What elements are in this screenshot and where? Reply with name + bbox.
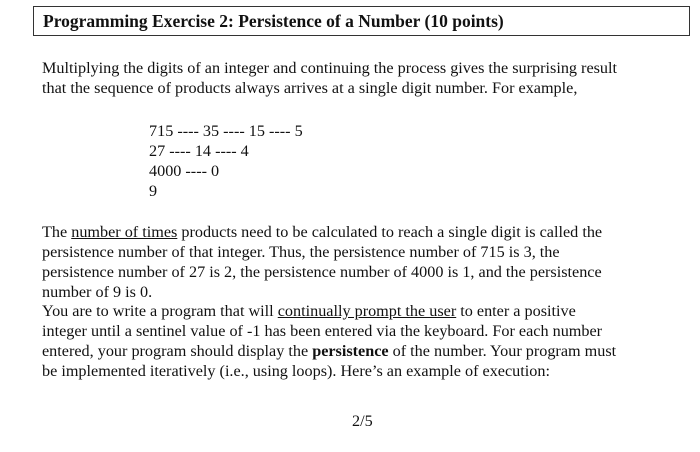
bold-text: persistence [312,342,389,360]
program-line [42,341,616,361]
persistence-paragraph [42,222,602,302]
program-line: integer until a sentinel value of -1 has been entered via the keyboard. For each number [42,322,603,340]
text-span: The [42,223,72,241]
persistence-line: persistence number of that integer. Thus, the persistence number of 715 is 3, the [42,243,560,261]
persistence-line [42,222,602,242]
text-span: You are to write a program that will [42,302,278,320]
persistence-line: persistence number of 27 is 2, the persistence number of 4000 is 1, and the persistence [42,263,602,281]
text-span: entered, your program should display the [42,342,313,360]
text-span: products need to be calculated to reach a single digit is called the [177,223,603,241]
text-span: to enter a positive [456,302,576,320]
intro-line: that the sequence of products always arrives at a single digit number. For example, [42,79,578,97]
title-box [33,6,690,36]
example-line: 27 ---- 14 ---- 4 [149,142,249,160]
underlined-text: continually prompt the user [277,302,457,320]
program-line: be implemented iteratively (i.e., using loops). Here’s an example of execution: [42,362,550,380]
page-number: 2/5 [352,412,373,430]
underlined-text: number of times [71,223,178,241]
example-line: 9 [149,182,158,200]
intro-paragraph [42,58,617,98]
example-line: 4000 ---- 0 [149,162,220,180]
persistence-line: number of 9 is 0. [42,283,153,301]
exercise-title: Programming Exercise 2: Persistence of a Number (10 points) [43,11,504,31]
text-span: of the number. Your program must [388,342,617,360]
examples-list [149,121,303,201]
program-line [42,301,616,321]
intro-line: Multiplying the digits of an integer and continuing the process gives the surprising result [42,59,618,77]
program-paragraph [42,301,616,381]
example-line: 715 ---- 35 ---- 15 ---- 5 [149,122,303,140]
